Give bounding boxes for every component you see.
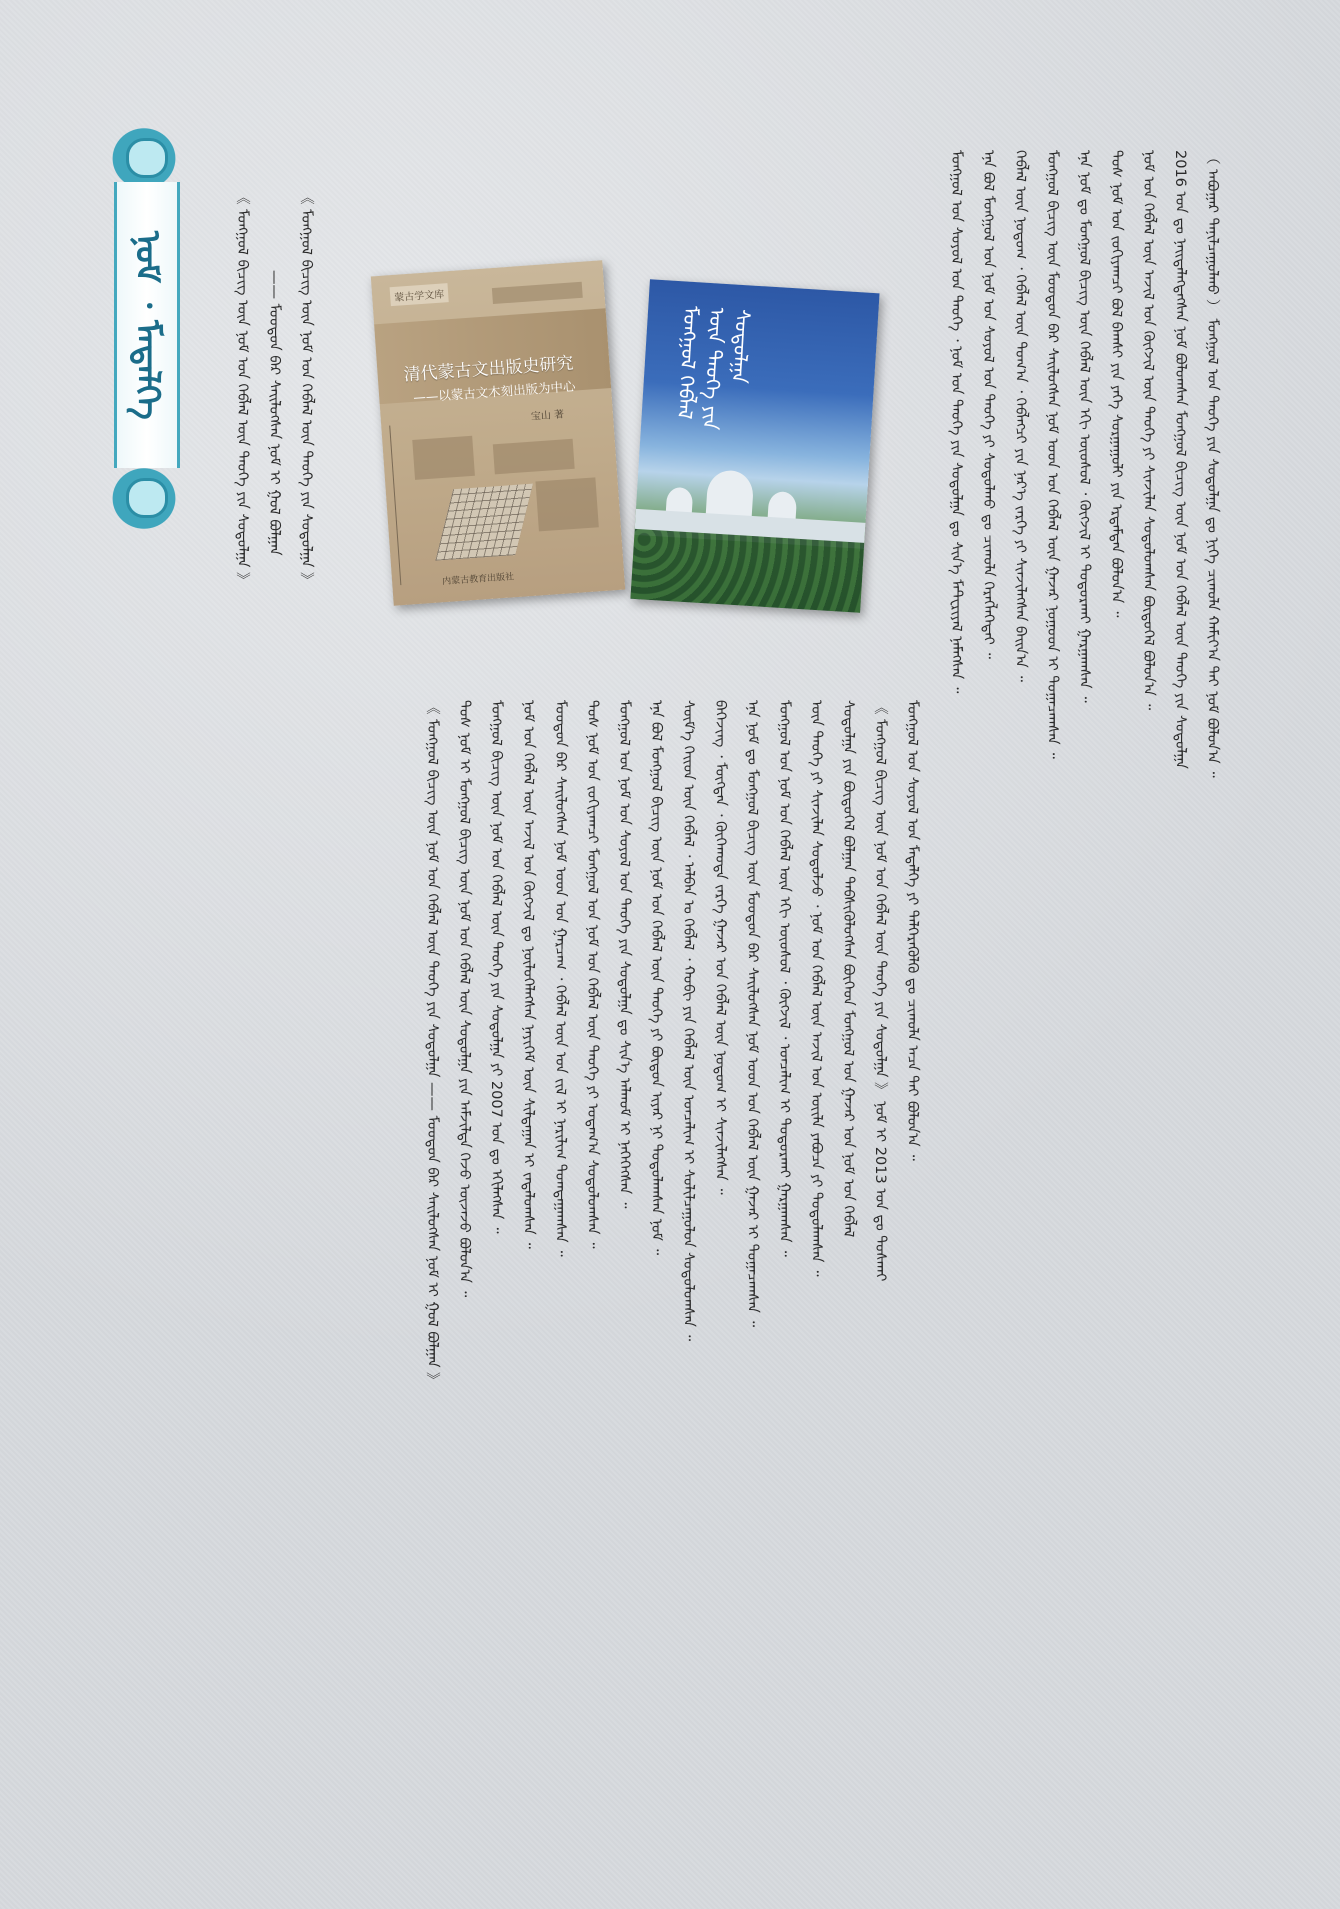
cover-rule (389, 426, 401, 586)
book-cover-chinese (371, 260, 625, 605)
woodblock-illustration (435, 484, 533, 561)
text-column: ᠲᠤᠰ ᠨᠣᠮ ᠢ ᠮᠣᠩᠭᠣᠯ ᠪᠢᠴᠢᠭ ᠦᠨ ᠨᠣᠮ ᠤᠨ ᠬᠡᠪᠯᠡᠯ ᠦᠨ ᠰᠤᠳᠤᠯᠭᠠ ᠶᠢᠨ ᠠᠮᠵᠢᠯᠲᠠ ᠭᠡᠵᠦ ᠦᠵᠡᠵᠦ ᠪᠣᠯᠤᠨ᠎ᠠ ᠃ (456, 700, 472, 1298)
cover-author: 宝山 著 (530, 409, 565, 423)
text-column: 《 ᠮᠣᠩᠭᠣᠯ ᠪᠢᠴᠢᠭ ᠦᠨ ᠨᠣᠮ ᠤᠨ ᠬᠡᠪᠯᠡᠯ ᠦᠨ ᠲᠡᠦᠬᠡ ᠶᠢᠨ ᠰᠤᠳᠤᠯᠭᠠ —— ᠮᠣᠤᠳᠤᠨ ᠪᠠᠷ ᠰᠡᠢᠯᠦᠭᠰᠡᠨ ᠨᠣᠮ ᠢ ᠭᠣᠯ ᠪᠣᠯᠭᠠᠨ 》 (424, 700, 440, 1387)
text-column: ᠲᠤᠰ ᠨᠣᠮ ᠤᠨ ᠵᠣᠬᠢᠶᠠᠭᠴᠢ ᠪᠣᠯ ᠪᠠᠭᠰᠢ ᠶᠢᠨ ᠶᠡᠬᠡ ᠰᠤᠷᠭᠠᠭᠤᠯᠢ ᠶᠢᠨ ᠡᠷᠳᠡᠮᠲᠡᠨ ᠪᠣᠯᠤᠨ᠎ᠠ ᠃ (1108, 150, 1124, 618)
text-column: 《 ᠮᠣᠩᠭᠣᠯ ᠪᠢᠴᠢᠭ ᠦᠨ ᠨᠣᠮ ᠤᠨ ᠬᠡᠪᠯᠡᠯ ᠦᠨ ᠲᠡᠦᠬᠡ ᠶᠢᠨ ᠰᠤᠳᠤᠯᠭᠠ 》 ᠨᠣᠮ ᠢ 2013 ᠣᠨ ᠳᠤ ᠲᠤᠰᠬᠠᠢ (872, 700, 888, 1282)
text-column: ᠡᠨᠡ ᠨᠣᠮ ᠳᠤ ᠮᠣᠩᠭᠣᠯ ᠪᠢᠴᠢᠭ ᠦᠨ ᠬᠡᠪᠯᠡᠯ ᠦᠨ ᠡᠬᠢ ᠦᠦᠰᠦᠯ ᠂ ᠬᠦᠭᠵᠢᠯ ᠢ ᠲᠣᠳᠤᠷᠬᠠᠢ ᠭᠠᠷᠭᠠᠭᠰᠠᠨ ᠃ (1076, 150, 1092, 703)
cover-decor-block (492, 282, 583, 304)
cover-title-line: ᠰᠤᠳᠤᠯᠭᠠ (726, 308, 756, 385)
text-column: ᠨᠣᠮ ᠤᠨ ᠬᠡᠪᠯᠡᠯ ᠦᠨ ᠠᠵᠢᠯ ᠤᠨ ᠬᠦᠭᠵᠢᠯ ᠳᠤ ᠨᠥᠯᠥᠭᠡᠯᠡᠭᠰᠡᠨ ᠨᠡᠶᠢᠭᠡᠮ ᠦᠨ ᠰᠢᠯᠲᠠᠭᠠᠨ ᠢ ᠵᠠᠳᠠᠯᠤᠭᠰᠠᠨ ᠃ (520, 700, 536, 1249)
text-column: ᠡᠨᠡ ᠨᠣᠮ ᠳᠤ ᠮᠣᠩᠭᠣᠯ ᠪᠢᠴᠢᠭ ᠦᠨ ᠮᠣᠤᠳᠤᠨ ᠪᠠᠷ ᠰᠡᠢᠯᠦᠭᠰᠡᠨ ᠨᠣᠮ ᠤᠳ ᠤᠨ ᠬᠡᠪᠯᠡᠯ ᠦᠨ ᠭᠠᠵᠠᠷ ᠢ ᠲᠣᠭᠠᠴᠠᠭᠰᠠᠨ ᠃ (744, 700, 760, 1328)
text-column: （ ᠠᠪᠤᠭᠠᠷ ᠲᠠᠨᠢᠯᠴᠠᠭᠤᠯᠬᠤ ） ᠮᠣᠩᠭᠣᠯ ᠤᠨ ᠲᠡᠦᠬᠡ ᠶᠢᠨ ᠰᠤᠳᠤᠯᠭᠠ ᠳᠤ ᠨᠢᠭᠡ ᠴᠢᠬᠤᠯᠠ ᠬᠠᠮᠢᠶ᠎ᠠ ᠲᠠᠢ ᠨᠣᠮ ᠪᠣᠯᠤᠨ᠎ᠠ ᠃ (1204, 150, 1220, 778)
cover-title: 清代蒙古文出版史研究 (403, 353, 575, 386)
text-column: ᠮᠣᠩᠭᠣᠯ ᠤᠨ ᠨᠣᠮ ᠤᠨ ᠬᠡᠪᠯᠡᠯ ᠦᠨ ᠡᠬᠢ ᠦᠦᠰᠦᠯ ᠂ ᠬᠦᠭᠵᠢᠯ ᠂ ᠣᠨᠴᠠᠯᠢᠭ ᠢ ᠲᠣᠳᠤᠷᠬᠠᠢ ᠭᠠᠷᠭᠠᠭᠰᠠᠨ ᠃ (776, 700, 792, 1257)
cover-decor-block (412, 436, 475, 480)
book-cover-mongolian (630, 279, 879, 612)
cover-decor-block (535, 477, 598, 531)
cover-title (671, 305, 757, 440)
text-column: 2016 ᠣᠨ ᠳᠤ ᠨᠡᠢᠲᠡᠯᠡᠭᠳᠡᠭᠰᠡᠨ ᠨᠣᠮ ᠪᠣᠯᠤᠭᠰᠠᠨ ᠮᠣᠩᠭᠣᠯ ᠪᠢᠴᠢᠭ ᠦᠨ ᠨᠣᠮ ᠤᠨ ᠬᠡᠪᠯᠡᠯ ᠦᠨ ᠲᠡᠦᠬᠡ ᠶᠢᠨ ᠰᠤᠳᠤᠯᠭᠠ (1172, 150, 1188, 769)
cover-subtitle: ——以蒙古文木刻出版为中心 (412, 378, 576, 405)
cover-series-label: 蒙古学文库 (390, 283, 449, 306)
caption-line: 《 ᠮᠣᠩᠭᠣᠯ ᠪᠢᠴᠢᠭ ᠦᠨ ᠨᠣᠮ ᠤᠨ ᠬᠡᠪᠯᠡᠯ ᠦᠨ ᠲᠡᠦᠬᠡ ᠶᠢᠨ ᠰᠤᠳᠤᠯᠭᠠ 》 (234, 190, 250, 587)
text-column: ᠮᠣᠩᠭᠣᠯ ᠤᠨ ᠰᠣᠶᠣᠯ ᠤᠨ ᠲᠡᠦᠬᠡ ᠂ ᠨᠣᠮ ᠤᠨ ᠲᠡᠦᠬᠡ ᠶᠢᠨ ᠰᠤᠳᠤᠯᠭᠠ ᠳᠤ ᠰᠢᠨ᠎ᠡ ᠮᠠᠲ᠋ᠧᠷᠢᠶᠠᠯ ᠨᠡᠮᠡᠭᠰᠡᠨ ᠃ (948, 150, 964, 694)
cover-title-line: ᠲᠡᠦᠬᠡ ᠶᠢᠨ (697, 348, 727, 431)
cloud-ornament-icon (104, 460, 184, 530)
text-column: ᠨᠣᠮ ᠤᠨ ᠬᠡᠪᠯᠡᠯ ᠦᠨ ᠠᠵᠢᠯ ᠤᠨ ᠬᠦᠭᠵᠢᠯ ᠦᠨ ᠲᠡᠦᠬᠡ ᠶᠢ ᠰᠢᠨᠵᠢᠯᠡᠨ ᠰᠤᠳᠤᠯᠤᠭᠰᠠᠨ ᠪᠦᠲᠦᠭᠡᠯ ᠪᠣᠯᠤᠨ᠎ᠠ ᠃ (1140, 150, 1156, 711)
cloud-ornament-icon (104, 120, 184, 190)
forest-foreground (630, 529, 864, 613)
masthead-banner (114, 182, 180, 468)
cover-decor-block (493, 439, 575, 475)
cover-publisher: 内蒙古教育出版社 (441, 572, 515, 588)
caption-line: —— ᠮᠣᠤᠳᠤᠨ ᠪᠠᠷ ᠰᠡᠢᠯᠦᠭᠰᠡᠨ ᠨᠣᠮ ᠢ ᠭᠣᠯ ᠪᠣᠯᠭᠠᠨ (266, 270, 282, 556)
text-column: ᠮᠣᠤᠳᠤᠨ ᠪᠠᠷ ᠰᠡᠢᠯᠦᠭᠰᠡᠨ ᠨᠣᠮ ᠤᠳ ᠤᠨ ᠭᠠᠷᠴᠠᠭ ᠂ ᠬᠡᠪᠯᠡᠯ ᠦᠨ ᠣᠨ ᠵᠢᠯ ᠢ ᠨᠠᠷᠢᠯᠢᠭ ᠲᠣᠭᠲᠠᠭᠠᠭᠰᠠᠨ ᠃ (552, 700, 568, 1257)
text-column: ᠬᠡᠪᠯᠡᠯ ᠦᠨ ᠨᠤᠲᠤᠭ ᠂ ᠬᠡᠪᠯᠡᠯ ᠦᠨ ᠲᠣᠭ᠎ᠠ ᠂ ᠬᠡᠪᠯᠡᠭᠴᠢ ᠶᠢᠨ ᠨᠡᠷ᠎ᠡ ᠵᠡᠷᠭᠡ ᠶᠢ ᠰᠢᠨᠵᠢᠯᠡᠭᠰᠡᠨ ᠪᠠᠢᠨ᠎ᠠ ᠃ (1012, 150, 1028, 682)
text-column: ᠦᠨ ᠲᠡᠦᠬᠡ ᠶᠢ ᠰᠢᠨᠵᠢᠯᠡᠨ ᠰᠤᠳᠤᠯᠵᠤ ᠂ ᠨᠣᠮ ᠤᠨ ᠬᠡᠪᠯᠡᠯ ᠦᠨ ᠠᠵᠢᠯ ᠤᠨ ᠦᠢᠯᠡ ᠶᠠᠪᠤᠴᠠ ᠶᠢ ᠲᠣᠳᠤᠯᠠᠭᠰᠠᠨ ᠃ (808, 700, 824, 1277)
text-column: ᠡᠨᠡ ᠪᠣᠯ ᠮᠣᠩᠭᠣᠯ ᠤᠨ ᠨᠣᠮ ᠤᠨ ᠰᠣᠶᠣᠯ ᠤᠨ ᠲᠡᠦᠬᠡ ᠶᠢ ᠰᠤᠳᠤᠯᠬᠤ ᠳᠤ ᠴᠢᠬᠤᠯᠠ ᠬᠡᠷᠡᠭᠯᠡᠭᠡᠲᠡᠢ ᠃ (980, 150, 996, 659)
text-column: ᠮᠣᠩᠭᠣᠯ ᠤᠨ ᠨᠣᠮ ᠤᠨ ᠰᠣᠶᠣᠯ ᠤᠨ ᠲᠡᠦᠬᠡ ᠶᠢᠨ ᠰᠤᠳᠤᠯᠭᠠ ᠳᠤ ᠰᠢᠨ᠎ᠡ ᠠᠯᠬᠤᠮ ᠢ ᠨᠡᠭᠡᠭᠡᠭᠰᠡᠨ ᠃ (616, 700, 632, 1209)
text-column: ᠲᠤᠰ ᠨᠣᠮ ᠤᠨ ᠵᠣᠬᠢᠶᠠᠭᠴᠢ ᠮᠣᠩᠭᠣᠯ ᠤᠨ ᠨᠣᠮ ᠤᠨ ᠬᠡᠪᠯᠡᠯ ᠦᠨ ᠲᠡᠦᠬᠡ ᠶᠢ ᠤᠳᠠᠭ᠎ᠠ ᠰᠤᠳᠤᠯᠤᠭᠰᠠᠨ ᠃ (584, 700, 600, 1249)
section-title: ᠨᠣᠮ ᠂ ᠮᠡᠳᠡᠯᠭᠡ (127, 230, 167, 420)
text-column: ᠪᠡᠭᠡᠵᠢᠩ ᠂ ᠮᠥᠬᠳᠡᠨ ᠂ ᠬᠥᠬᠡᠬᠣᠲᠠ ᠵᠡᠷᠭᠡ ᠭᠠᠵᠠᠷ ᠤᠨ ᠬᠡᠪᠯᠡᠯ ᠦᠨ ᠨᠤᠲᠤᠭ ᠢ ᠰᠢᠨᠵᠢᠯᠡᠭᠰᠡᠨ ᠃ (712, 700, 728, 1195)
text-column: ᠮᠣᠩᠭᠣᠯ ᠪᠢᠴᠢᠭ ᠦᠨ ᠮᠣᠤᠳᠤᠨ ᠪᠠᠷ ᠰᠡᠢᠯᠦᠭᠰᠡᠨ ᠨᠣᠮ ᠤᠳ ᠤᠨ ᠬᠡᠪᠯᠡᠯ ᠦᠨ ᠭᠠᠵᠠᠷ ᠨᠤᠭᠤᠳ ᠢ ᠲᠣᠭᠠᠴᠠᠭᠰᠠᠨ ᠃ (1044, 150, 1060, 759)
text-column: ᠡᠨᠡ ᠪᠣᠯ ᠮᠣᠩᠭᠣᠯ ᠪᠢᠴᠢᠭ ᠦᠨ ᠨᠣᠮ ᠤᠨ ᠬᠡᠪᠯᠡᠯ ᠦᠨ ᠲᠡᠦᠬᠡ ᠶᠢ ᠪᠦᠲᠦᠨ ᠢᠶᠡᠷ ᠨᠢ ᠲᠣᠳᠤᠯᠠᠭᠰᠠᠨ ᠨᠣᠮ ᠃ (648, 700, 664, 1255)
text-column: ᠮᠣᠩᠭᠣᠯ ᠪᠢᠴᠢᠭ ᠦᠨ ᠨᠣᠮ ᠤᠨ ᠬᠡᠪᠯᠡᠯ ᠦᠨ ᠲᠡᠦᠬᠡ ᠶᠢᠨ ᠰᠤᠳᠤᠯᠭᠠ ᠶᠢ 2007 ᠣᠨ ᠳᠤ ᠡᠬᠢᠯᠡᠭᠰᠡᠨ ᠃ (488, 700, 504, 1234)
text-column: ᠰᠦᠮ᠎ᠡ ᠬᠡᠢᠳ ᠦᠨ ᠬᠡᠪᠯᠡᠯ ᠂ ᠠᠯᠪᠠᠨ ᠤ ᠬᠡᠪᠯᠡᠯ ᠂ ᠬᠤᠪᠢ ᠶᠢᠨ ᠬᠡᠪᠯᠡᠯ ᠦᠨ ᠣᠨᠴᠠᠯᠢᠭ ᠢ ᠰᠣᠯᠢᠯᠴᠠᠭᠤᠯᠤᠨ ᠰᠤᠳᠤᠯᠤᠭᠰᠠᠨ ᠃ (680, 700, 696, 1342)
section-masthead (96, 120, 192, 530)
cover-title-line: ᠮᠣᠩᠭᠣᠯ ᠬᠡᠪᠯᠡᠯ ᠦᠨ (672, 305, 730, 420)
text-column: ᠰᠤᠳᠤᠯᠭᠠ ᠶᠢᠨ ᠪᠦᠲᠦᠭᠡᠯ ᠪᠣᠯᠭᠠᠨ ᠳᠡᠪᠰᠢᠭᠦᠯᠦᠭᠰᠡᠨ ᠪᠥᠭᠡᠳ ᠮᠣᠩᠭᠣᠯ ᠤᠨ ᠭᠠᠵᠠᠷ ᠤᠨ ᠨᠣᠮ ᠤᠨ ᠬᠡᠪᠯᠡᠯ (840, 700, 856, 1238)
caption-line: 《 ᠮᠣᠩᠭᠣᠯ ᠪᠢᠴᠢᠭ ᠦᠨ ᠨᠣᠮ ᠤᠨ ᠬᠡᠪᠯᠡᠯ ᠦᠨ ᠲᠡᠦᠬᠡ ᠶᠢᠨ ᠰᠤᠳᠤᠯᠭᠠ 》 (298, 190, 314, 587)
text-column: ᠮᠣᠩᠭᠣᠯ ᠤᠨ ᠰᠣᠶᠣᠯ ᠤᠨ ᠮᠡᠳᠡᠯᠭᠡ ᠶᠢ ᠳᠡᠯᠭᠡᠷᠡᠭᠦᠯᠬᠦ ᠳᠤ ᠴᠢᠬᠤᠯᠠ ᠠᠴᠠ ᠲᠠᠢ ᠪᠣᠯᠤᠨ᠎ᠠ ᠃ (904, 700, 920, 1161)
